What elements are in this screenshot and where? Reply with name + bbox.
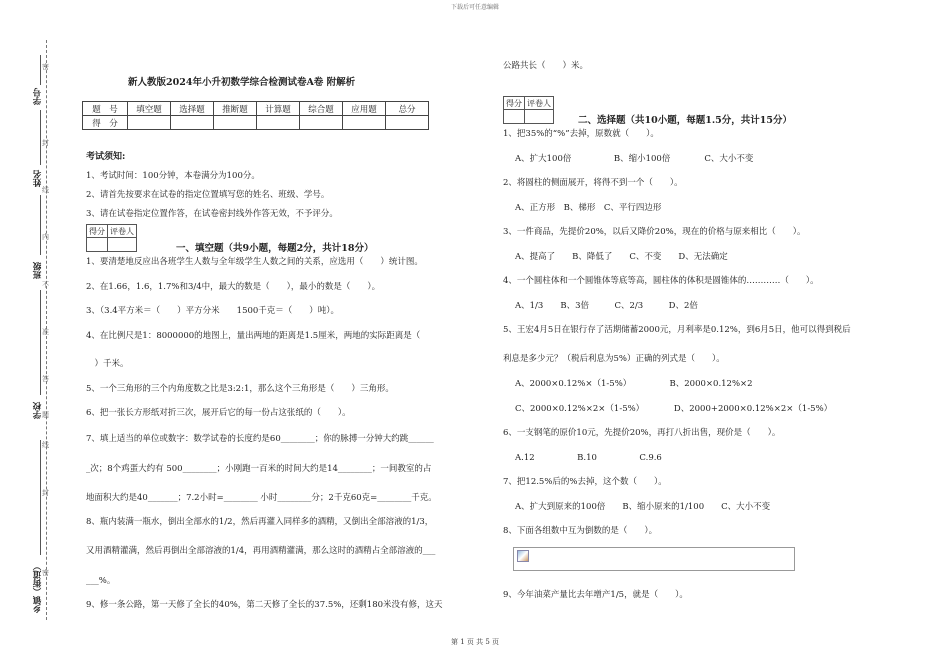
grader-score-label: 得分 xyxy=(504,97,525,110)
question-line: 5、王宏4月5日在银行存了活期储蓄2000元，月利率是0.12%，到6月5日，他可以得到税后 xyxy=(503,325,851,335)
score-cell[interactable] xyxy=(128,116,171,130)
option-line: C、2000×0.12%×2×（1-5%） D、2000+2000×0.12%×2×（1-5%） xyxy=(515,404,833,414)
score-row-label: 得 分 xyxy=(83,116,128,130)
score-cell[interactable] xyxy=(386,116,429,130)
question-line: 利息是多少元？（税后利息为5%）正确的列式是（ ）。 xyxy=(503,354,725,364)
broken-image-icon xyxy=(517,550,529,562)
question-line: 3、一件商品，先提价20%，以后又降价20%，现在的价格与原来相比（ ）。 xyxy=(503,227,806,237)
grader-name-cell[interactable] xyxy=(108,238,137,252)
score-cell[interactable] xyxy=(171,116,214,130)
score-cell[interactable] xyxy=(300,116,343,130)
question-line: 7、填上适当的单位或数字：数学试卷的长度约是60________；你的脉搏一分钟大约跳______ xyxy=(86,434,434,444)
binding-mark: 不 xyxy=(42,281,49,289)
score-table-header: 选择题 xyxy=(171,102,214,116)
binding-mark: 准 xyxy=(42,328,49,336)
grader-label: 评卷人 xyxy=(108,225,137,238)
binding-mark: 封 xyxy=(42,139,49,147)
score-table-header: 计算题 xyxy=(257,102,300,116)
fill-line-school xyxy=(40,290,41,395)
grader-label: 评卷人 xyxy=(525,97,554,110)
section1-heading: 一、填空题（共9小题，每题2分，共计18分） xyxy=(176,243,374,254)
option-line: A.12 B.10 C.9.6 xyxy=(515,453,662,463)
question-line: 9、今年油菜产量比去年增产1/5，就是（ ）。 xyxy=(503,590,688,600)
fill-line-name xyxy=(40,110,41,165)
question-line: 8、下面各组数中互为倒数的是（ ）。 xyxy=(503,526,658,536)
binding-mark: 线 xyxy=(42,441,49,449)
question-line: 1、要清楚地反应出各班学生人数与全年级学生人数之间的关系，应选用（ ）统计图。 xyxy=(86,257,423,267)
grader-score-label: 得分 xyxy=(87,225,108,238)
section2-heading: 二、选择题（共10小题，每题1.5分，共计15分） xyxy=(578,115,792,126)
grader-name-cell[interactable] xyxy=(525,110,554,124)
score-table-header-row xyxy=(83,102,429,116)
binding-label-school: 学校 xyxy=(33,402,43,419)
option-line: A、扩大到原来的100倍 B、缩小原来的1/100 C、大小不变 xyxy=(515,502,771,512)
score-cell[interactable] xyxy=(343,116,386,130)
score-cell[interactable] xyxy=(257,116,300,130)
grader-box-section2 xyxy=(503,96,554,124)
score-table-header: 综合题 xyxy=(300,102,343,116)
binding-mark: 密 xyxy=(42,569,49,577)
question-line: _次；8个鸡蛋大约有 500________；小刚跑一百米的时间大约是14________；一间教室的占 xyxy=(86,464,432,474)
fill-line-class xyxy=(40,195,41,255)
score-table-score-row xyxy=(83,116,429,130)
question-line: 又用酒精灌满，然后再倒出全部溶液的1/4，再用酒精灌满，那么这时的酒精占全部溶液的___ xyxy=(86,546,436,556)
binding-mark: 封 xyxy=(42,489,49,497)
notice-heading: 考试须知: xyxy=(86,152,126,162)
score-table-header: 应用题 xyxy=(343,102,386,116)
grader-box-section1 xyxy=(86,224,137,252)
binding-label-class: 班级 xyxy=(33,262,43,279)
notice-item: 3、请在试卷指定位置作答，在试卷密封线外作答无效，不予评分。 xyxy=(86,209,338,219)
question-line: 地面积大约是40_______；7.2小时=________ 小时________分；2千克60克=________千克。 xyxy=(86,493,437,503)
fill-line-town xyxy=(40,440,41,555)
score-table-header: 题 号 xyxy=(83,102,128,116)
question-line: 3、（3.4平方米＝（ ）平方分米 1500千克＝（ ）吨）。 xyxy=(86,306,340,316)
option-line: A、正方形 B、梯形 C、平行四边形 xyxy=(515,203,662,213)
binding-mark: 题 xyxy=(42,411,49,419)
binding-mark: 线 xyxy=(42,186,49,194)
notice-item: 1、考试时间：100分钟，本卷满分为100分。 xyxy=(86,171,260,181)
page-footer: 第 1 页 共 5 页 xyxy=(450,638,500,646)
binding-label-town: 乡镇（街道） xyxy=(33,562,43,613)
option-line: A、扩大100倍 B、缩小100倍 C、大小不变 xyxy=(515,154,754,164)
binding-mark: 内 xyxy=(42,233,49,241)
score-table-header: 填空题 xyxy=(128,102,171,116)
question-line: 9、修一条公路，第一天修了全长的40%，第二天修了全长的37.5%，还剩180米没有修，这天 xyxy=(86,600,443,610)
page-title: 新人教版2024年小升初数学综合检测试卷A卷 附解析 xyxy=(128,77,356,88)
question-line: ___%。 xyxy=(86,576,116,586)
question-line: 公路共长（ ）米。 xyxy=(503,61,589,71)
option-line: A、2000×0.12%×（1-5%） B、2000×0.12%×2 xyxy=(515,379,753,389)
binding-mark: 答 xyxy=(42,375,49,383)
grader-score-cell[interactable] xyxy=(504,110,525,124)
question-line: 5、一个三角形的三个内角度数之比是3:2:1，那么这个三角形是（ ）三角形。 xyxy=(86,384,394,394)
question-line: ）千米。 xyxy=(86,359,129,369)
grader-score-cell[interactable] xyxy=(87,238,108,252)
question-line: 4、一个圆柱体和一个圆锥体等底等高，圆柱体的体积是圆锥体的…………（ ）。 xyxy=(503,276,819,286)
option-line: A、提高了 B、降低了 C、不变 D、无法确定 xyxy=(515,252,728,262)
image-placeholder xyxy=(513,547,795,571)
question-line: 6、把一张长方形纸对折三次，展开后它的每一份占这张纸的（ ）。 xyxy=(86,408,351,418)
score-table-header: 推断题 xyxy=(214,102,257,116)
notice-item: 2、请首先按要求在试卷的指定位置填写您的姓名、班级、学号。 xyxy=(86,190,330,200)
score-table xyxy=(82,101,429,130)
question-line: 2、将圆柱的侧面展开，将得不到一个（ ）。 xyxy=(503,178,683,188)
question-line: 6、一支钢笔的原价10元，先提价20%，再打八折出售，现价是（ ）。 xyxy=(503,428,781,438)
binding-label-name: 姓名 xyxy=(33,170,43,187)
option-line: A、1/3 B、3倍 C、2/3 D、2倍 xyxy=(515,301,698,311)
header-note: 下载后可任意编辑 xyxy=(450,4,499,11)
question-line: 2、在1.66，1.6，1.7%和3/4中，最大的数是（ ），最小的数是（ ）。 xyxy=(86,282,381,292)
question-line: 7、把12.5%后的%去掉，这个数（ ）。 xyxy=(503,477,667,487)
binding-mark: 密 xyxy=(42,63,49,71)
question-line: 4、在比例尺是1：8000000的地图上，量出两地的距离是1.5厘米，两地的实际距离是（ xyxy=(86,331,421,341)
score-table-header: 总分 xyxy=(386,102,429,116)
binding-label-student-id: 学号 xyxy=(33,88,43,105)
question-line: 8、瓶内装满一瓶水，倒出全部水的1/2，然后再灌入同样多的酒精，又倒出全部溶液的1/3， xyxy=(86,517,434,527)
score-cell[interactable] xyxy=(214,116,257,130)
fill-line-student-id xyxy=(40,55,41,85)
question-line: 1、把35%的“%”去掉，原数就（ ）。 xyxy=(503,129,659,139)
